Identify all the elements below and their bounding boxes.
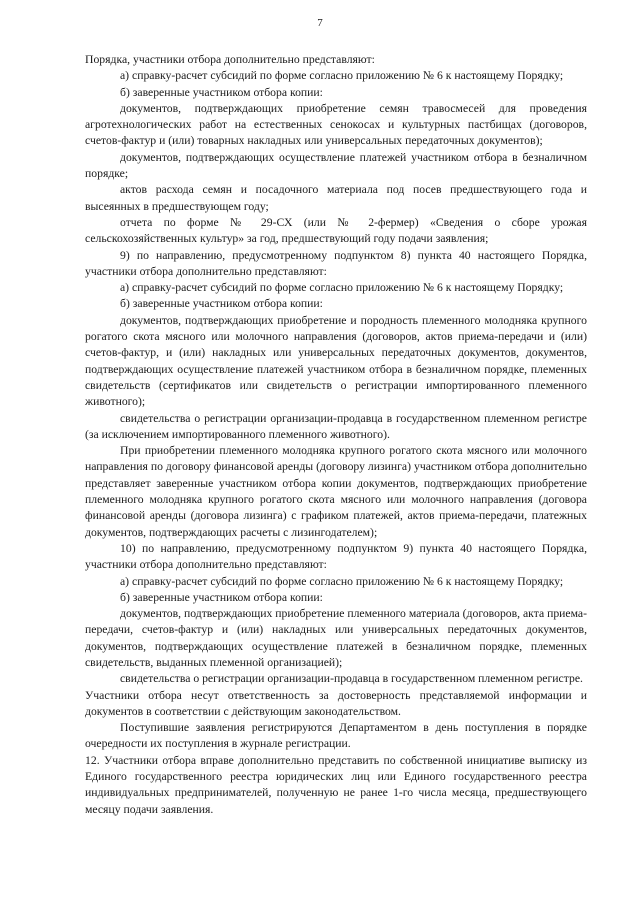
paragraph: документов, подтверждающих приобретение племенного материала (договоров, акта приема-передачи, счетов-фактур и (или) накладных или универсальных передаточных документов, документов, подтверждающих осуществление платежей в безналичном порядке, племенных свидетельств, выданных племенной организацией); bbox=[85, 607, 588, 669]
document-body bbox=[85, 52, 587, 818]
paragraph: а) справку-расчет субсидий по форме согласно приложению № 6 к настоящему Порядку; bbox=[120, 574, 564, 588]
paragraph: а) справку-расчет субсидий по форме согласно приложению № 6 к настоящему Порядку; bbox=[120, 69, 564, 83]
paragraph: а) справку-расчет субсидий по форме согласно приложению № 6 к настоящему Порядку; bbox=[120, 281, 564, 295]
paragraph: 12. Участники отбора вправе дополнительно представить по собственной инициативе выписку из Единого государственного реестра юридических лиц или Единого государственного реестра индивидуальных предпринимателей, полученную не ранее 1-го числа месяца, предшествующего месяцу подачи заявления. bbox=[85, 753, 587, 816]
page-number: 7 bbox=[317, 17, 323, 29]
paragraph: При приобретении племенного молодняка крупного рогатого скота мясного или молочного направления по договору финансовой аренды (договору лизинга) участником отбора дополнительно представляет заверенные участником отбора копии документов, подтверждающих приобретение племенного молодняка крупного рогатого скота мясного или молочного направления (договора финансовой аренды (договора лизинга) с графиком платежей, актов приема-передачи, платежных документов, подтверждающих расчеты с лизингодателем); bbox=[85, 444, 587, 539]
paragraph: Поступившие заявления регистрируются Департаментом в день поступления в порядке очередности их поступления в журнале регистрации. bbox=[85, 721, 587, 751]
paragraph: б) заверенные участником отбора копии: bbox=[120, 297, 323, 311]
paragraph: б) заверенные участником отбора копии: bbox=[120, 590, 323, 604]
paragraph: свидетельства о регистрации организации-продавца в государственном племенном регистре. bbox=[120, 672, 583, 686]
paragraph: б) заверенные участником отбора копии: bbox=[120, 85, 323, 99]
paragraph: актов расхода семян и посадочного материала под посев предшествующего года и высеянных в предшествующем году; bbox=[85, 183, 587, 213]
paragraph: отчета по форме № 29-СХ (или № 2-фермер) «Сведения о сборе урожая сельскохозяйственных культур» за год, предшествующий году подачи заявления; bbox=[85, 215, 587, 246]
paragraph: документов, подтверждающих осуществление платежей участником отбора в безналичном порядке; bbox=[85, 150, 587, 181]
paragraph: Участники отбора несут ответственность за достоверность представляемой информации и документов в соответствии с действующим законодательством. bbox=[85, 688, 587, 718]
paragraph: документов, подтверждающих приобретение и породность племенного молодняка крупного рогатого скота мясного или молочного направления (договоров, актов приема-передачи и (или) счетов-фактур, и (или) накладных или универсальных передаточных документов, документов, подтверждающих осуществление платежей участником отбора в безналичном порядке, племенных свидетельств (сертификатов или свидетельств о регистрации импортированного племенного животного); bbox=[85, 313, 587, 409]
paragraph: свидетельства о регистрации организации-продавца в государственном племенном регистре (за исключением импортированного племенного животного). bbox=[85, 411, 587, 441]
paragraph: Порядка, участники отбора дополнительно представляют: bbox=[85, 53, 375, 66]
paragraph: 10) по направлению, предусмотренному подпунктом 9) пункта 40 настоящего Порядка, участники отбора дополнительно представляют: bbox=[85, 541, 587, 572]
paragraph: документов, подтверждающих приобретение семян травосмесей для проведения агротехнологических работ на естественных сенокосах и культурных пастбищах (договоров, счетов-фактур и (или) товарных накладных или универсальных передаточных документов); bbox=[85, 101, 587, 148]
paragraph: 9) по направлению, предусмотренному подпунктом 8) пункта 40 настоящего Порядка, участники отбора дополнительно представляют: bbox=[85, 248, 587, 278]
